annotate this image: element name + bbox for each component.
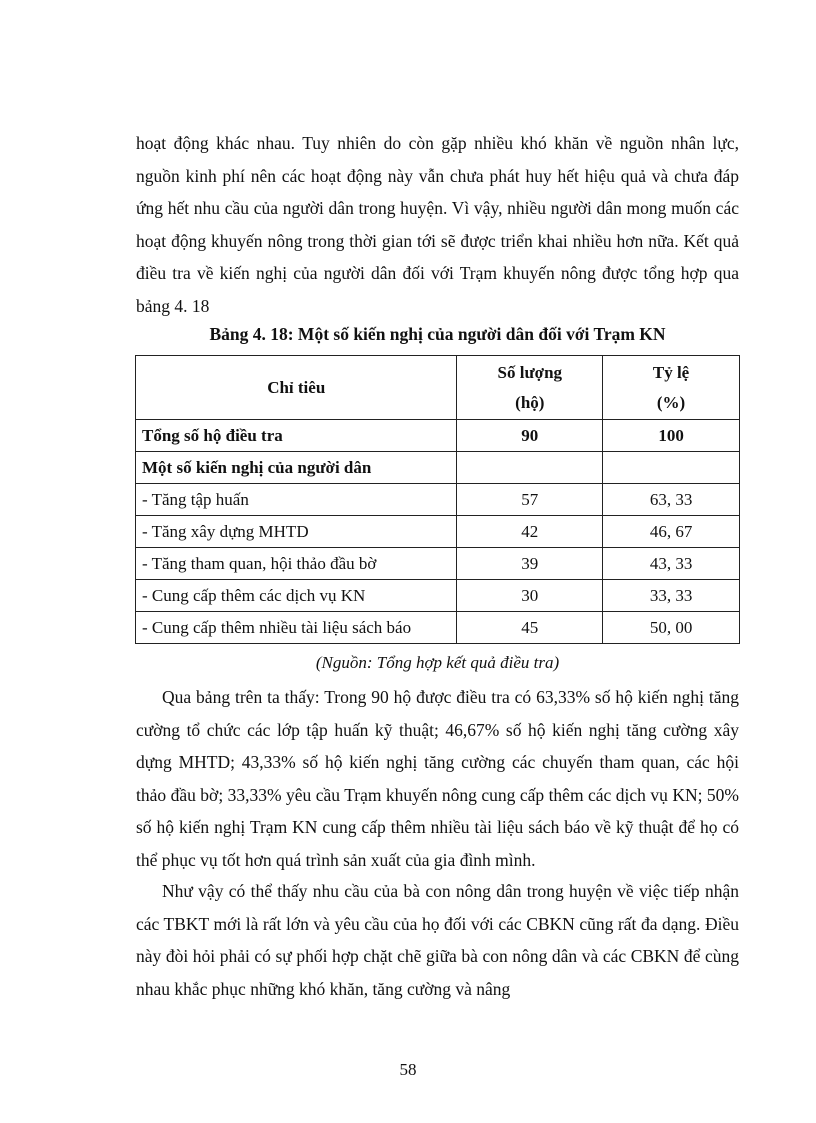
row-percent: 63, 33 — [603, 484, 740, 516]
paragraph-analysis: Qua bảng trên ta thấy: Trong 90 hộ được điều tra có 63,33% số hộ kiến nghị tăng cường tổ chức các lớp tập huấn kỹ thuật; 46,67% số hộ kiến nghị tăng cường xây dựng MHTD; 43,33% số hộ kiến nghị tăng cường các chuyến tham quan, các hội thảo đầu bờ; 33,33% yêu cầu Trạm khuyến nông cung cấp thêm các dịch vụ KN; 50% số hộ kiến nghị Trạm KN cung cấp thêm nhiều tài liệu sách báo về kỹ thuật để họ có thể phục vụ tốt hơn quá trình sản xuất của gia đình mình. — [136, 687, 739, 870]
table-header-row — [136, 356, 740, 420]
header-percent-label: Tỷ lệ — [652, 362, 690, 382]
table-section-row — [136, 452, 740, 484]
table-row — [136, 516, 740, 548]
row-percent: 33, 33 — [603, 580, 740, 612]
header-indicator: Chỉ tiêu — [136, 356, 457, 420]
total-count: 90 — [457, 420, 603, 452]
row-count: 57 — [457, 484, 603, 516]
page-number: 58 — [399, 1060, 417, 1079]
section-percent-empty — [603, 452, 740, 484]
row-label: - Cung cấp thêm nhiều tài liệu sách báo — [136, 612, 457, 644]
recommendations-table — [135, 355, 740, 644]
table-row — [136, 484, 740, 516]
row-label: - Tăng xây dựng MHTD — [136, 516, 457, 548]
table-row — [136, 580, 740, 612]
table-source-note: (Nguồn: Tổng hợp kết quả điều tra) — [315, 653, 560, 672]
table-row — [136, 612, 740, 644]
total-label: Tổng số hộ điều tra — [136, 420, 457, 452]
header-count-unit: (hộ) — [515, 392, 545, 412]
table-caption: Bảng 4. 18: Một số kiến nghị của người dân đối với Trạm KN — [209, 324, 666, 344]
row-label: - Tăng tham quan, hội thảo đầu bờ — [136, 548, 457, 580]
row-label: - Tăng tập huấn — [136, 484, 457, 516]
table-total-row — [136, 420, 740, 452]
header-count-label: Số lượng — [497, 362, 563, 382]
header-percent — [603, 356, 740, 420]
header-percent-unit: (%) — [656, 392, 686, 412]
total-percent: 100 — [603, 420, 740, 452]
row-count: 45 — [457, 612, 603, 644]
paragraph-conclusion: Như vậy có thể thấy nhu cầu của bà con nông dân trong huyện về việc tiếp nhận các TBKT mới là rất lớn và yêu cầu của họ đối với các CBKN cũng rất đa dạng. Điều này đòi hỏi phải có sự phối hợp chặt chẽ giữa bà con nông dân và các CBKN để cùng nhau khắc phục những khó khăn, tăng cường và nâng — [136, 881, 739, 999]
row-percent: 50, 00 — [603, 612, 740, 644]
row-count: 30 — [457, 580, 603, 612]
section-count-empty — [457, 452, 603, 484]
row-percent: 46, 67 — [603, 516, 740, 548]
row-percent: 43, 33 — [603, 548, 740, 580]
header-count — [457, 356, 603, 420]
section-label: Một số kiến nghị của người dân — [136, 452, 457, 484]
table-row — [136, 548, 740, 580]
row-count: 39 — [457, 548, 603, 580]
row-count: 42 — [457, 516, 603, 548]
paragraph-intro: hoạt động khác nhau. Tuy nhiên do còn gặp nhiều khó khăn về nguồn nhân lực, nguồn kinh phí nên các hoạt động này vẫn chưa phát huy hết hiệu quả và chưa đáp ứng hết nhu cầu của người dân trong huyện. Vì vậy, nhiều người dân mong muốn các hoạt động khuyến nông trong thời gian tới sẽ được triển khai nhiều hơn nữa. Kết quả điều tra về kiến nghị của người dân đối với Trạm khuyến nông được tổng hợp qua bảng 4. 18 — [136, 133, 739, 316]
row-label: - Cung cấp thêm các dịch vụ KN — [136, 580, 457, 612]
